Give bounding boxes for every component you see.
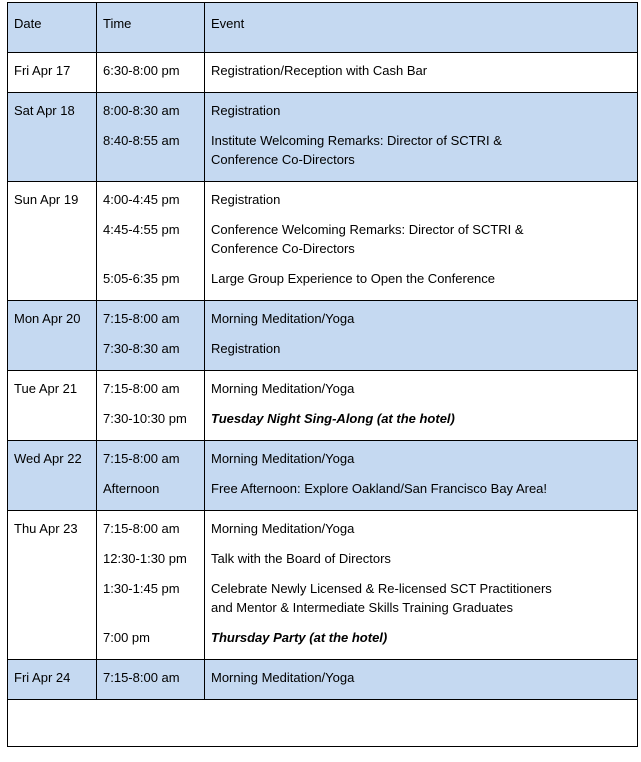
date-cell: Wed Apr 22 <box>8 441 97 511</box>
event-cell <box>205 182 638 301</box>
time-cell <box>97 660 205 700</box>
table-row <box>8 441 638 511</box>
date-cell: Sat Apr 18 <box>8 93 97 182</box>
time-label: 12:30-1:30 pm <box>103 551 187 566</box>
date-cell: Mon Apr 20 <box>8 301 97 371</box>
event-label: Conference Co-Directors <box>211 241 355 256</box>
header-event: Event <box>205 3 638 53</box>
time-cell <box>97 93 205 182</box>
time-cell <box>97 441 205 511</box>
time-cell <box>97 301 205 371</box>
event-label: Talk with the Board of Directors <box>211 551 391 566</box>
time-label: 7:15-8:00 am <box>103 311 180 326</box>
time-cell <box>97 53 205 93</box>
event-label: Free Afternoon: Explore Oakland/San Francisco Bay Area! <box>211 481 548 496</box>
time-label: 4:45-4:55 pm <box>103 222 180 237</box>
schedule-body <box>8 53 638 747</box>
event-label: Institute Welcoming Remarks: Director of SCTRI & <box>211 133 502 148</box>
event-label: Celebrate Newly Licensed & Re-licensed SCT Practitioners <box>211 581 552 596</box>
time-label: 1:30-1:45 pm <box>103 581 180 596</box>
event-label: Morning Meditation/Yoga <box>211 381 355 396</box>
table-row <box>8 660 638 700</box>
time-label: 8:00-8:30 am <box>103 103 180 118</box>
time-label: 7:15-8:00 am <box>103 521 180 536</box>
time-label: 6:30-8:00 pm <box>103 63 180 78</box>
event-label: Registration/Reception with Cash Bar <box>211 63 428 78</box>
table-row <box>8 93 638 182</box>
header-time: Time <box>97 3 205 53</box>
time-cell <box>97 511 205 660</box>
time-label: 8:40-8:55 am <box>103 133 180 148</box>
time-cell <box>97 182 205 301</box>
time-label: 7:15-8:00 am <box>103 451 180 466</box>
event-cell <box>205 511 638 660</box>
header-row <box>8 3 638 53</box>
time-label: 7:15-8:00 am <box>103 381 180 396</box>
time-label: 4:00-4:45 pm <box>103 192 180 207</box>
event-label: Conference Welcoming Remarks: Director of SCTRI & <box>211 222 524 237</box>
event-label: Conference Co-Directors <box>211 152 355 167</box>
event-cell <box>205 660 638 700</box>
date-cell: Fri Apr 17 <box>8 53 97 93</box>
table-row <box>8 301 638 371</box>
header-date: Date <box>8 3 97 53</box>
time-label: 5:05-6:35 pm <box>103 271 180 286</box>
event-label: Morning Meditation/Yoga <box>211 451 355 466</box>
schedule-table <box>7 2 638 747</box>
event-label: and Mentor & Intermediate Skills Training Graduates <box>211 600 514 615</box>
event-label: Morning Meditation/Yoga <box>211 521 355 536</box>
empty-row <box>8 700 638 747</box>
event-label: Registration <box>211 192 281 207</box>
event-cell <box>205 301 638 371</box>
time-label: 7:15-8:00 am <box>103 670 180 685</box>
time-cell <box>97 371 205 441</box>
time-label: 7:30-8:30 am <box>103 341 180 356</box>
table-row <box>8 511 638 660</box>
event-label: Morning Meditation/Yoga <box>211 670 355 685</box>
time-label: 7:00 pm <box>103 630 150 645</box>
date-cell: Tue Apr 21 <box>8 371 97 441</box>
table-row <box>8 371 638 441</box>
event-cell <box>205 441 638 511</box>
date-cell: Sun Apr 19 <box>8 182 97 301</box>
date-cell: Thu Apr 23 <box>8 511 97 660</box>
empty-cell <box>8 700 638 747</box>
event-label: Registration <box>211 103 281 118</box>
event-cell <box>205 371 638 441</box>
event-label: Tuesday Night Sing-Along (at the hotel) <box>211 411 455 426</box>
event-label: Large Group Experience to Open the Conference <box>211 271 496 286</box>
event-label: Registration <box>211 341 281 356</box>
event-label: Thursday Party (at the hotel) <box>211 630 388 645</box>
time-label: Afternoon <box>103 481 160 496</box>
date-cell: Fri Apr 24 <box>8 660 97 700</box>
event-label: Morning Meditation/Yoga <box>211 311 355 326</box>
table-row <box>8 182 638 301</box>
time-label: 7:30-10:30 pm <box>103 411 187 426</box>
table-row <box>8 53 638 93</box>
event-cell <box>205 93 638 182</box>
event-cell <box>205 53 638 93</box>
